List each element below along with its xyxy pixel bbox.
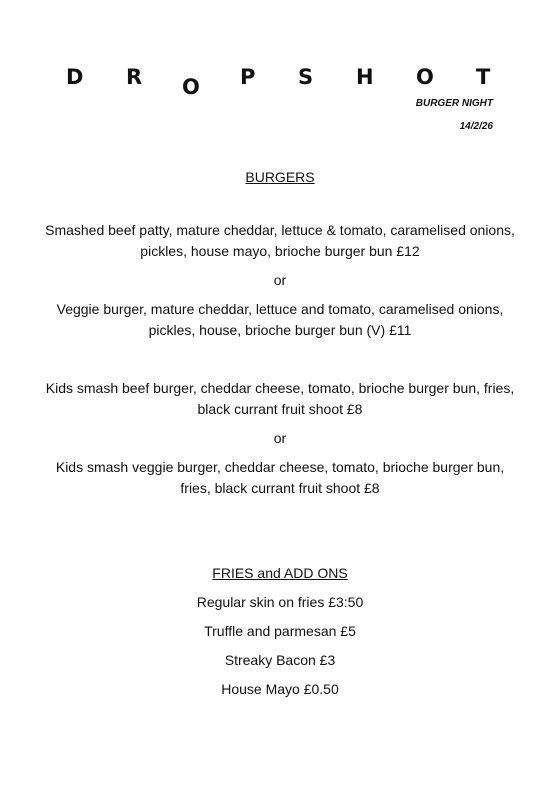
logo-letter: O xyxy=(416,65,434,89)
logo-letter: T xyxy=(476,65,491,89)
or-separator: or xyxy=(273,272,287,288)
side-item: House Mayo £0.50 xyxy=(221,681,339,697)
kids-menu-item: Kids smash beef burger, cheddar cheese, tomato, brioche burger bun, fries, black currant fruit shoot £8 xyxy=(45,380,515,417)
logo-letter: H xyxy=(356,65,374,89)
menu xyxy=(40,167,520,700)
event-title: BURGER NIGHT xyxy=(415,98,493,109)
menu-item: Veggie burger, mature cheddar, lettuce and tomato, caramelised onions, pickles, house, brioche burger bun (V) £11 xyxy=(56,301,504,338)
logo-letter: S xyxy=(298,65,314,89)
side-item: Truffle and parmesan £5 xyxy=(204,623,356,639)
side-item: Streaky Bacon £3 xyxy=(224,652,336,668)
logo-letter: D xyxy=(66,65,84,89)
menu-item: Smashed beef patty, mature cheddar, lettuce & tomato, caramelised onions, pickles, house mayo, brioche burger bun £12 xyxy=(45,222,515,259)
brand-logo xyxy=(66,65,494,99)
logo-letter: O xyxy=(182,75,200,99)
burgers-heading: BURGERS xyxy=(245,169,315,185)
kids-menu-item: Kids smash veggie burger, cheddar cheese, tomato, brioche burger bun, fries, black currant fruit shoot £8 xyxy=(55,459,505,496)
side-item: Regular skin on fries £3:50 xyxy=(196,594,364,610)
sides-heading: FRIES and ADD ONS xyxy=(212,565,348,581)
logo-letter: R xyxy=(126,65,143,89)
event-date: 14/2/26 xyxy=(459,121,493,132)
logo-letter: P xyxy=(240,65,256,89)
or-separator: or xyxy=(273,430,287,446)
